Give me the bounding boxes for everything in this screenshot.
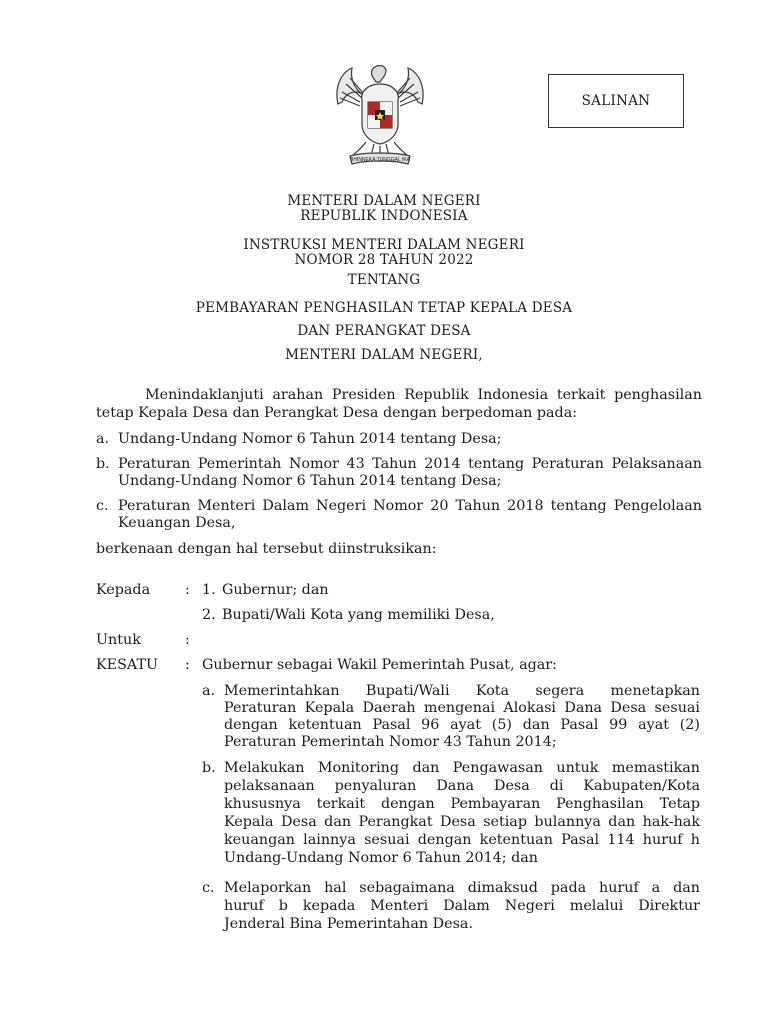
header-republic: REPUBLIK INDONESIA <box>300 208 468 224</box>
salinan-stamp: SALINAN <box>548 74 684 128</box>
kesatu-item-b-line2: pelaksanaan penyaluran Dana Desa di Kabupaten/Kota <box>224 778 700 794</box>
basis-item-c-line2: Keuangan Desa, <box>118 515 236 531</box>
kepada-marker-1: 1. <box>202 582 216 598</box>
kepada-item-2: Bupati/Wali Kota yang memiliki Desa, <box>222 607 495 623</box>
kesatu-item-a-line3: dengan ketentuan Pasal 96 ayat (5) dan Pasal 99 ayat (2) <box>224 717 700 733</box>
header-instruction-title: INSTRUKSI MENTERI DALAM NEGERI <box>243 237 525 253</box>
intro-paragraph-line1: Menindaklanjuti arahan Presiden Republik Indonesia terkait penghasilan <box>145 387 702 403</box>
basis-item-c-line1: Peraturan Menteri Dalam Negeri Nomor 20 Tahun 2018 tentang Pengelolaan <box>118 498 702 514</box>
untuk-colon: : <box>185 632 190 648</box>
kesatu-label: KESATU <box>96 657 159 673</box>
basis-marker-b: b. <box>96 456 110 472</box>
kesatu-item-a-line2: Peraturan Kepala Daerah mengenai Alokasi Dana Desa sesuai <box>224 700 700 716</box>
basis-marker-a: a. <box>96 431 110 447</box>
intro-paragraph-line2: tetap Kepala Desa dan Perangkat Desa dengan berpedoman pada: <box>96 405 578 421</box>
kesatu-marker-c: c. <box>202 880 215 896</box>
untuk-label: Untuk <box>96 632 141 648</box>
basis-item-b-line2: Undang-Undang Nomor 6 Tahun 2014 tentang Desa; <box>118 473 502 489</box>
kesatu-item-c-line1: Melaporkan hal sebagaimana dimaksud pada huruf a dan <box>224 880 700 896</box>
kesatu-item-c-line2: huruf b kepada Menteri Dalam Negeri melalui Direktur <box>224 898 700 914</box>
kesatu-item-b-line5: keuangan lainnya sesuai dengan ketentuan Pasal 114 huruf h <box>224 832 700 848</box>
header-subject: PEMBAYARAN PENGHASILAN TETAP KEPALA DESA <box>195 300 573 316</box>
kesatu-item-b-line3: khususnya terkait dengan Pembayaran Penghasilan Tetap <box>224 796 700 812</box>
basis-item-a: Undang-Undang Nomor 6 Tahun 2014 tentang Desa; <box>118 431 502 447</box>
basis-item-b-line1: Peraturan Pemerintah Nomor 43 Tahun 2014 tentang Peraturan Pelaksanaan <box>118 456 702 472</box>
kesatu-item-a-line1: Memerintahkan Bupati/Wali Kota segera menetapkan <box>224 683 700 699</box>
kepada-colon: : <box>185 582 190 598</box>
header-number: NOMOR 28 TAHUN 2022 <box>294 252 474 268</box>
header-subject-cont: DAN PERANGKAT DESA <box>297 323 471 339</box>
kesatu-text: Gubernur sebagai Wakil Pemerintah Pusat, agar: <box>202 657 557 673</box>
kesatu-item-b-line6: Undang-Undang Nomor 6 Tahun 2014; dan <box>224 850 539 866</box>
basis-marker-c: c. <box>96 498 109 514</box>
emblem-motto: BHINNEKA TUNGGAL IKA <box>349 157 411 163</box>
intro-closing: berkenaan dengan hal tersebut diinstruksikan: <box>96 541 437 557</box>
header-about: TENTANG <box>347 272 421 288</box>
kepada-label: Kepada <box>96 582 151 598</box>
kesatu-item-a-line4: Peraturan Pemerintah Nomor 43 Tahun 2014; <box>224 734 557 750</box>
header-signatory: MENTERI DALAM NEGERI, <box>285 347 483 363</box>
header-minister: MENTERI DALAM NEGERI <box>287 193 481 209</box>
kesatu-item-c-line3: Jenderal Bina Pemerintahan Desa. <box>224 916 473 932</box>
kesatu-marker-a: a. <box>202 683 216 699</box>
kesatu-item-b-line1: Melakukan Monitoring dan Pengawasan untuk memastikan <box>224 760 700 776</box>
kesatu-colon: : <box>185 657 190 673</box>
garuda-emblem-icon <box>330 62 430 174</box>
kepada-marker-2: 2. <box>202 607 216 623</box>
kepada-item-1: Gubernur; dan <box>222 582 329 598</box>
kesatu-marker-b: b. <box>202 760 216 776</box>
kesatu-item-b-line4: Kepala Desa dan Perangkat Desa setiap bulannya dan hak-hak <box>224 814 700 830</box>
